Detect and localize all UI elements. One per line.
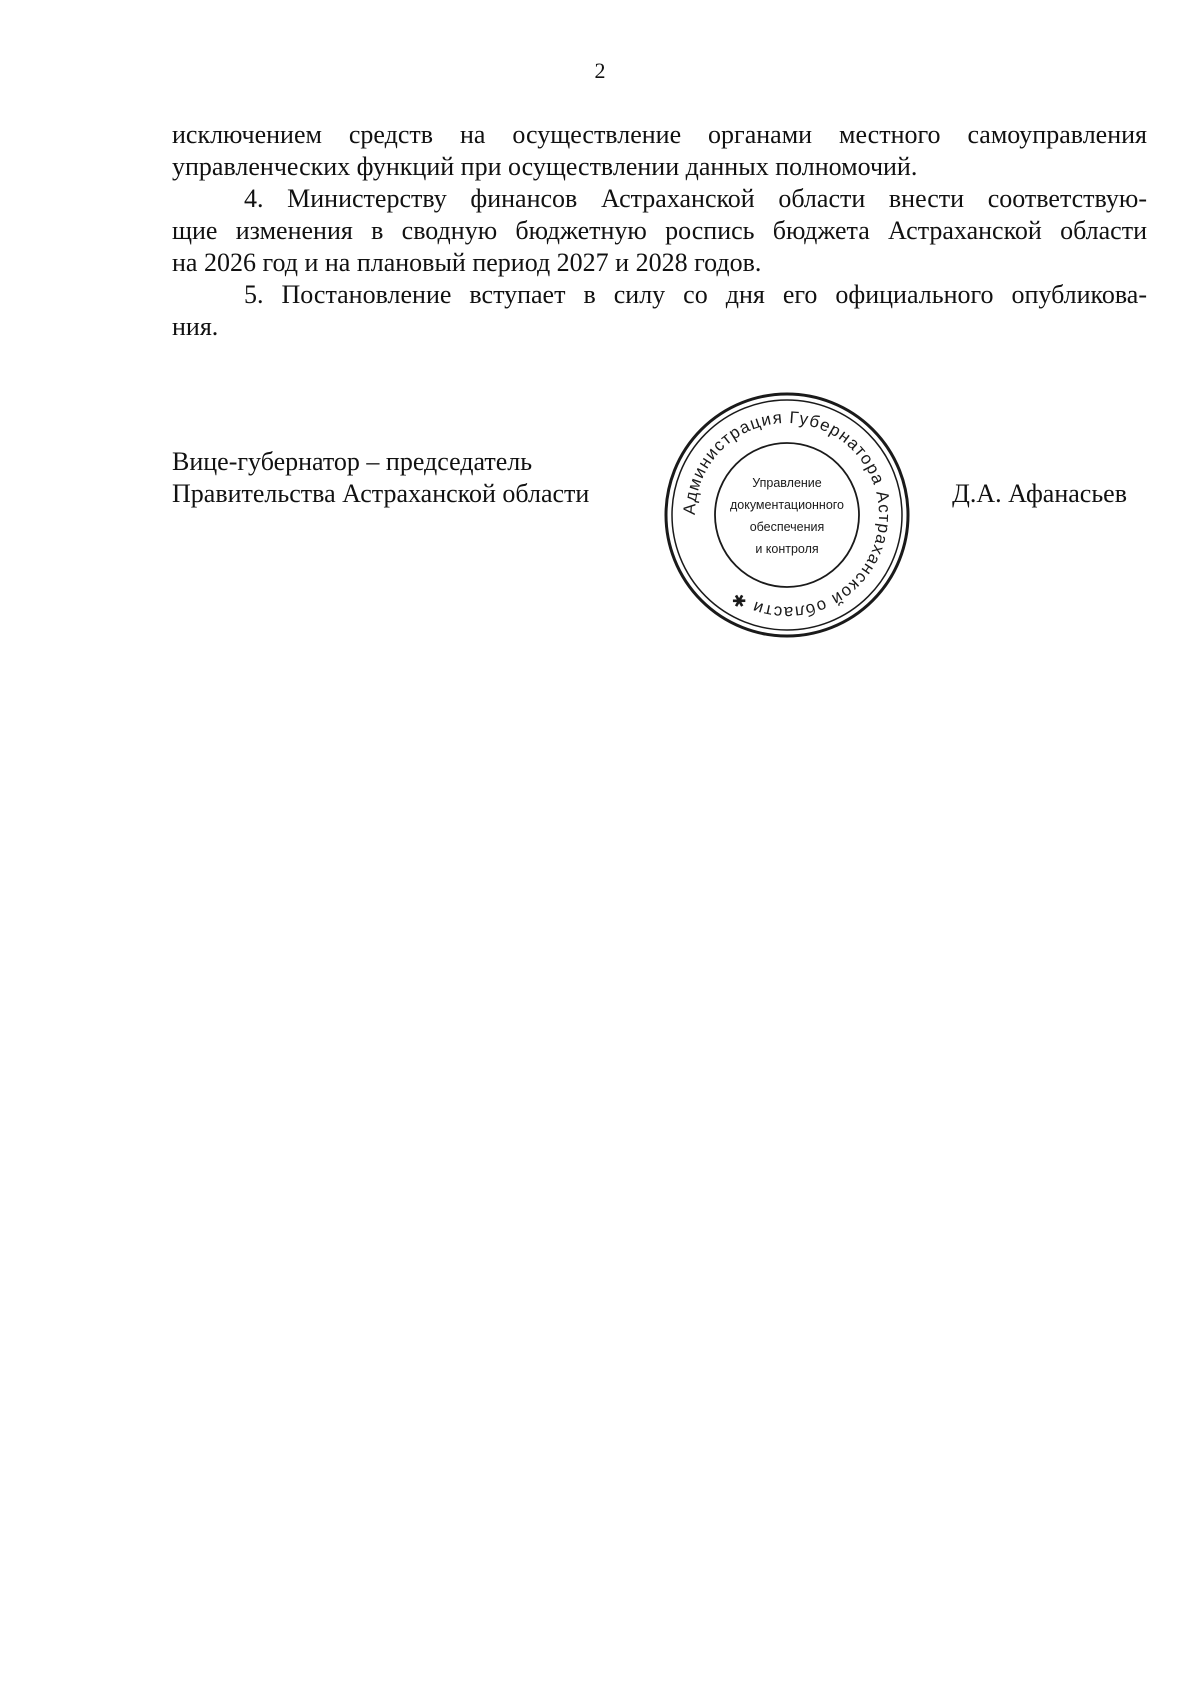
- seal-center-line-4: и контроля: [755, 542, 819, 556]
- seal-stamp-icon: [662, 390, 912, 640]
- paragraph-1-line-2: управленческих функций при осуществлении данных полномочий.: [172, 152, 918, 181]
- signatory-position-line-1: Вице-губернатор – председатель: [172, 447, 533, 476]
- page-number: 2: [594, 58, 606, 83]
- paragraph-2: [172, 183, 1147, 279]
- paragraph-2-line-2: щие изменения в сводную бюджетную роспись бюджета Астраханской области: [172, 216, 1147, 245]
- seal-center-line-2: документационного: [729, 498, 845, 512]
- document-body: [172, 119, 1147, 343]
- paragraph-1: [172, 119, 1147, 183]
- signatory-name: Д.А. Афанасьев: [952, 479, 1127, 508]
- seal-center-line-1: Управление: [752, 476, 822, 490]
- seal-ring-text: Администрация Губернатора Астраханской области ✱: [679, 407, 895, 623]
- paragraph-2-line-1: 4. Министерству финансов Астраханской области внести соответствую-: [244, 184, 1147, 213]
- paragraph-3-line-1: 5. Постановление вступает в силу со дня его официального опубликова-: [244, 280, 1147, 309]
- signature-block: [172, 407, 1147, 646]
- official-seal: [662, 390, 912, 640]
- signatory-position: [172, 446, 589, 510]
- signatory-position-line-2: Правительства Астраханской области: [172, 479, 590, 508]
- seal-center-line-3: обеспечения: [749, 520, 825, 534]
- paragraph-3-line-2: ния.: [172, 312, 219, 341]
- paragraph-2-line-3: на 2026 год и на плановый период 2027 и 2028 годов.: [172, 248, 762, 277]
- paragraph-3: [172, 279, 1147, 343]
- paragraph-1-line-1: исключением средств на осуществление органами местного самоуправления: [172, 120, 1147, 149]
